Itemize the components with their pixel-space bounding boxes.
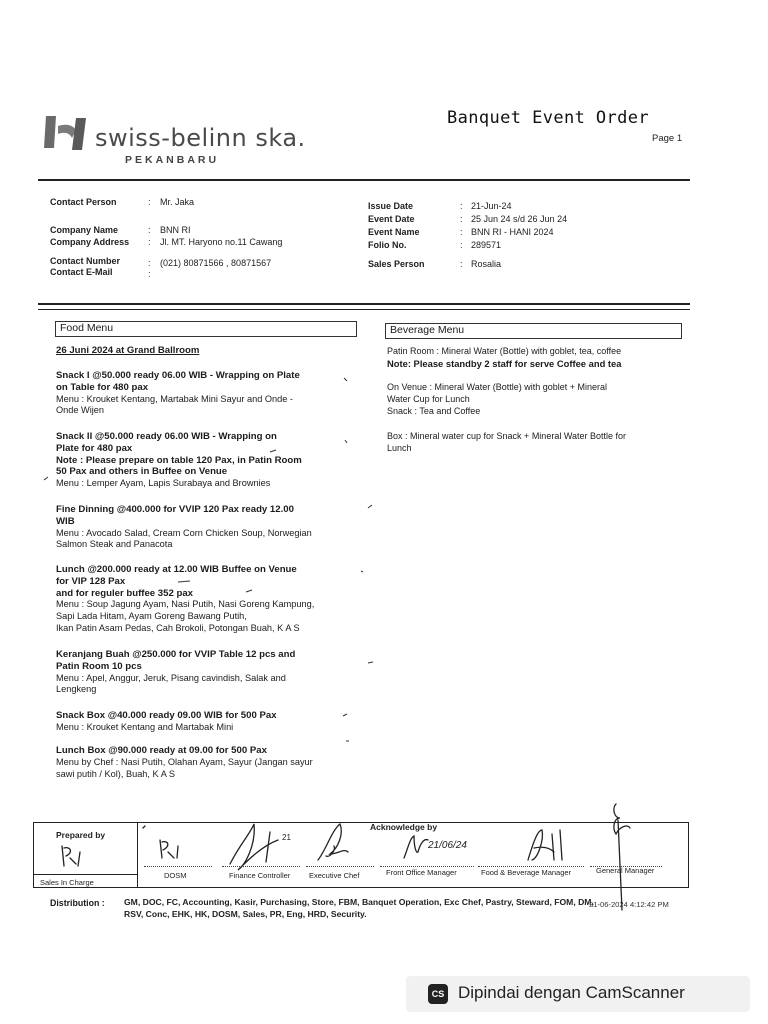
acknowledge-by-label: Acknowledge by	[370, 822, 438, 832]
colon: :	[148, 258, 151, 268]
colon: :	[148, 269, 151, 279]
beverage-line: Snack : Tea and Coffee	[387, 405, 481, 416]
sales-person-label: Sales Person	[368, 259, 425, 269]
food-item-menu: Menu : Lemper Ayam, Lapis Surabaya and Brownies	[56, 478, 271, 489]
food-item-heading: Plate for 480 pax	[56, 442, 133, 454]
issue-date-label: Issue Date	[368, 201, 414, 211]
food-menu-title: Food Menu	[55, 321, 357, 337]
folio-value: 289571	[471, 240, 502, 250]
food-item-heading: Patin Room 10 pcs	[56, 660, 142, 672]
food-item-snack-2	[56, 431, 366, 490]
role-executive-chef: Executive Chef	[309, 871, 360, 880]
info-rule-bottom	[38, 309, 690, 310]
handwritten-date-finance: 21	[282, 833, 291, 842]
sig-row-line	[33, 874, 137, 875]
food-item-heading: Lunch Box @90.000 ready at 09.00 for 500 Pax	[56, 745, 267, 756]
food-item-menu: Menu : Krouket Kentang and Martabak Mini	[56, 721, 234, 732]
handwritten-date-fo: 21/06/24	[428, 840, 467, 851]
food-item-lunch	[56, 564, 366, 635]
sig-line-chef	[306, 866, 374, 867]
signature-table	[33, 822, 689, 888]
role-dosm: DOSM	[164, 871, 187, 880]
food-item-note: 50 Pax and others in Buffee on Venue	[56, 466, 228, 478]
food-item-keranjang-buah	[56, 649, 366, 696]
event-date-value: 25 Jun 24 s/d 26 Jun 24	[471, 214, 568, 224]
role-front-office-manager: Front Office Manager	[386, 868, 457, 877]
contact-email-label: Contact E-Mail	[50, 267, 113, 277]
brand-name: swiss-belinn ska.	[95, 124, 306, 152]
distribution-label: Distribution :	[50, 898, 105, 908]
beverage-line: Lunch	[387, 442, 412, 453]
colon: :	[148, 237, 151, 247]
hotel-logo-mark	[42, 114, 94, 154]
camscanner-icon: CS	[428, 984, 448, 1004]
food-date-line	[56, 345, 366, 357]
company-name-label: Company Name	[50, 225, 119, 235]
food-item-menu: sawi putih / Kol), Buah, K A S	[56, 768, 175, 779]
distribution-list: GM, DOC, FC, Accounting, Kasir, Purchasing, Store, FBM, Banquet Operation, Exc Chef, Pastry, Steward, FOM, DM, RSV, Conc, EHK, HK, DOSM, Sales, PR, Eng, HRD, Security.	[124, 897, 594, 919]
food-item-heading: on Table for 480 pax	[56, 381, 149, 393]
event-name-label: Event Name	[368, 227, 420, 237]
food-item-heading: Snack II @50.000 ready 06.00 WIB - Wrapping on	[56, 431, 277, 442]
company-name-value: BNN RI	[160, 225, 191, 235]
folio-label: Folio No.	[368, 240, 407, 250]
beverage-line: Water Cup for Lunch	[387, 393, 470, 404]
sales-person-value: Rosalia	[471, 259, 502, 269]
food-item-heading: Keranjang Buah @250.000 for VVIP Table 12 pcs and	[56, 649, 296, 660]
colon: :	[460, 259, 463, 269]
food-item-fine-dinning	[56, 504, 366, 551]
issue-date-value: 21-Jun-24	[471, 201, 512, 211]
company-address-value: Jl. MT. Haryono no.11 Cawang	[160, 237, 283, 247]
food-item-heading: for VIP 128 Pax	[56, 575, 126, 587]
colon: :	[460, 214, 463, 224]
brand-city: PEKANBARU	[125, 154, 220, 166]
food-item-menu: Sapi Lada Hitam, Ayam Goreng Bawang Putih,	[56, 611, 247, 622]
header-rule	[38, 179, 690, 181]
contact-person-label: Contact Person	[50, 197, 117, 207]
food-item-heading: Lunch @200.000 ready at 12.00 WIB Buffee on Venue	[56, 564, 297, 575]
contact-number-value: (021) 80871566 , 80871567	[160, 258, 272, 268]
event-name-value: BNN RI - HANI 2024	[471, 227, 554, 237]
role-general-manager: General Manager	[596, 866, 655, 875]
beverage-patin-room	[387, 346, 687, 370]
page-number: Page 1	[652, 133, 683, 144]
signature-divider	[137, 822, 138, 888]
food-item-snack-1	[56, 370, 366, 417]
food-item-heading: Snack I @50.000 ready 06.00 WIB - Wrapping on Plate	[56, 370, 300, 381]
sig-line-dosm	[144, 866, 212, 867]
food-item-menu: Menu : Krouket Kentang, Martabak Mini Sayur and Onde -	[56, 393, 293, 404]
info-rule-top	[38, 303, 690, 305]
contact-person-value: Mr. Jaka	[160, 197, 195, 207]
beverage-box	[387, 431, 687, 455]
food-item-snack-box	[56, 710, 366, 734]
sales-in-charge-label: Sales In Charge	[40, 878, 94, 887]
colon: :	[460, 227, 463, 237]
food-item-heading: Fine Dinning @400.000 for VVIP 120 Pax ready 12.00	[56, 504, 294, 515]
food-date-text: 26 Juni 2024 at Grand Ballroom	[56, 345, 200, 356]
food-item-menu: Menu : Avocado Salad, Cream Corn Chicken Soup, Norwegian	[56, 527, 312, 538]
colon: :	[460, 201, 463, 211]
food-item-menu: Ikan Patin Asam Pedas, Cah Brokoli, Potongan Buah, K A S	[56, 622, 300, 633]
beverage-menu-title: Beverage Menu	[385, 323, 682, 339]
event-date-label: Event Date	[368, 214, 415, 224]
food-item-menu: Menu : Apel, Anggur, Jeruk, Pisang cavindish, Salak and	[56, 672, 286, 683]
beverage-line: On Venue : Mineral Water (Bottle) with goblet + Mineral	[387, 382, 608, 392]
sig-line-fo	[380, 866, 474, 867]
contact-number-label: Contact Number	[50, 256, 121, 266]
colon: :	[148, 225, 151, 235]
food-item-menu: Menu : Soup Jagung Ayam, Nasi Putih, Nasi Goreng Kampung,	[56, 599, 315, 610]
role-fb-manager: Food & Beverage Manager	[481, 868, 572, 877]
beverage-on-venue	[387, 382, 687, 417]
colon: :	[460, 240, 463, 250]
sig-line-finance	[222, 866, 300, 867]
food-item-heading: and for reguler buffee 352 pax	[56, 587, 194, 599]
beverage-line: Box : Mineral water cup for Snack + Mineral Water Bottle for	[387, 431, 627, 441]
role-finance-controller: Finance Controller	[229, 871, 291, 880]
food-item-menu: Onde Wijen	[56, 405, 105, 416]
food-item-menu: Lengkeng	[56, 684, 97, 695]
food-item-heading: Snack Box @40.000 ready 09.00 WIB for 500 Pax	[56, 710, 277, 721]
beverage-line: Patin Room : Mineral Water (Bottle) with goblet, tea, coffee	[387, 346, 622, 356]
camscanner-text: Dipindai dengan CamScanner	[458, 983, 685, 1002]
prepared-by-label: Prepared by	[56, 830, 106, 840]
document-title: Banquet Event Order	[447, 108, 650, 128]
printed-timestamp: 21-06-2024 4:12:42 PM	[589, 900, 669, 909]
colon: :	[148, 197, 151, 207]
sig-line-fb	[478, 866, 584, 867]
company-address-label: Company Address	[50, 237, 130, 247]
food-item-heading: WIB	[56, 515, 75, 527]
food-item-menu: Menu by Chef : Nasi Putih, Olahan Ayam, Sayur (Jangan sayur	[56, 756, 313, 767]
food-item-lunch-box	[56, 745, 366, 780]
food-item-note: Note : Please prepare on table 120 Pax, in Patin Room	[56, 454, 302, 466]
beverage-note: Note: Please standby 2 staff for serve Coffee and tea	[387, 357, 622, 369]
food-item-menu: Salmon Steak and Panacota	[56, 539, 173, 550]
